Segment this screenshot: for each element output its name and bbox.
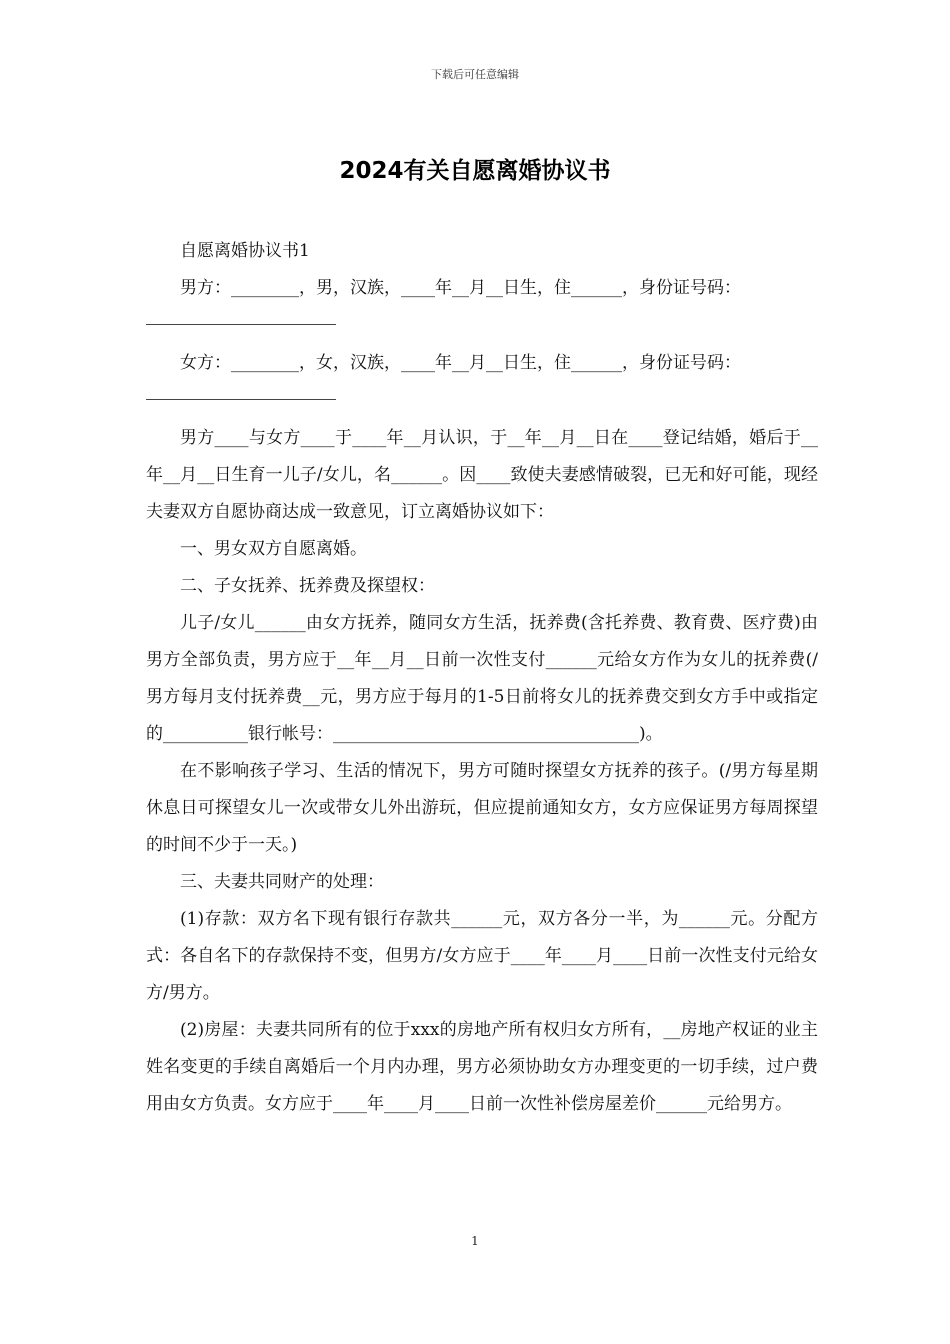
paragraph-visitation: 在不影响孩子学习、生活的情况下，男方可随时探望女方抚养的孩子。(/男方每星期休息日可探望女儿一次或带女儿外出游玩，但应提前通知女方，女方应保证男方每周探望的时间不少于一天。) xyxy=(146,761,818,855)
paragraph-clause-2: 二、子女抚养、抚养费及探望权： xyxy=(180,576,435,596)
paragraph-heading: 自愿离婚协议书1 xyxy=(180,241,310,261)
paragraph-deposits: (1)存款：双方名下现有银行存款共______元，双方各分一半，为______元。分配方式：各自名下的存款保持不变，但男方/女方应于____年____月____日前一次性支付元给女方/男方。 xyxy=(146,909,818,1003)
paragraph-clause-1: 一、男女双方自愿离婚。 xyxy=(180,539,367,559)
id-number-blank-line xyxy=(146,398,336,400)
page-number: 1 xyxy=(471,1234,479,1248)
document-body xyxy=(146,233,818,1123)
paragraph-house: (2)房屋：夫妻共同所有的位于xxx的房地产所有权归女方所有，__房地产权证的业主姓名变更的手续自离婚后一个月内办理，男方必须协助女方办理变更的一切手续，过户费用由女方负责。女方应于____年____月____日前一次性补偿房屋差价______元给男方。 xyxy=(146,1020,818,1114)
document-title: 2024有关自愿离婚协议书 xyxy=(339,158,611,184)
id-number-blank-line xyxy=(146,323,336,325)
paragraph-female-party: 女方：________，女，汉族，____年__月__日生，住______，身份证号码： xyxy=(180,353,741,373)
header-note: 下载后可任意编辑 xyxy=(431,68,519,81)
paragraph-background: 男方____与女方____于____年__月认识，于__年__月__日在____登记结婚，婚后于__年__月__日生育一儿子/女儿，名______。因____致使夫妻感情破裂，已无和好可能，现经夫妻双方自愿协商达成一致意见，订立离婚协议如下： xyxy=(146,428,818,522)
paragraph-male-party: 男方：________，男，汉族，____年__月__日生，住______，身份证号码： xyxy=(180,278,741,298)
paragraph-child-support: 儿子/女儿______由女方抚养，随同女方生活，抚养费(含托养费、教育费、医疗费)由男方全部负责，男方应于__年__月__日前一次性支付______元给女方作为女儿的抚养费(/男方每月支付抚养费__元，男方应于每月的1-5日前将女儿的抚养费交到女方手中或指定的__________银行帐号：____________________________________)。 xyxy=(146,613,818,744)
paragraph-clause-3: 三、夫妻共同财产的处理： xyxy=(180,872,384,892)
